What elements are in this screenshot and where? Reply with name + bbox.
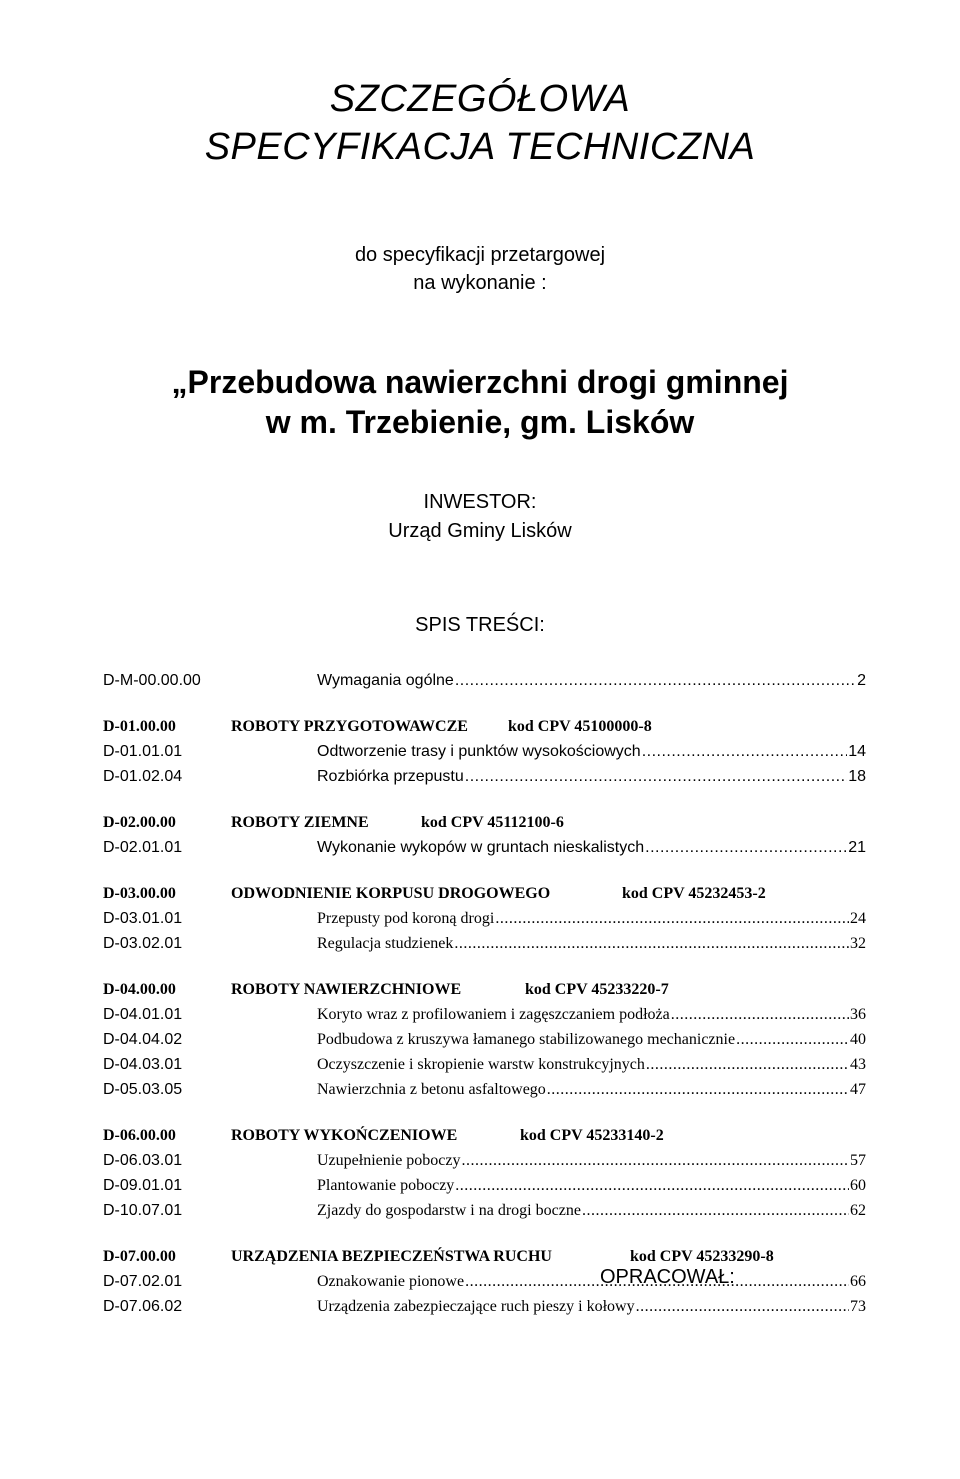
- toc-page: 14: [848, 743, 866, 760]
- toc-title: Oczyszczenie i skropienie warstw konstrukcyjnych: [317, 1056, 645, 1073]
- toc-leader: [646, 1052, 849, 1077]
- toc-title: Wymagania ogólne: [317, 672, 454, 689]
- toc-page: 24: [850, 910, 866, 927]
- toc-page: 18: [848, 768, 866, 785]
- toc-leader: [636, 1294, 849, 1319]
- toc-code: D-04.03.01: [103, 1056, 183, 1073]
- section-name: URZĄDZENIA BEZPIECZEŃSTWA RUCHU: [231, 1248, 552, 1265]
- toc-page: 47: [850, 1081, 866, 1098]
- toc-page: 43: [850, 1056, 866, 1073]
- toc-code: D-01.01.01: [103, 743, 183, 760]
- toc-entry: [103, 906, 866, 931]
- toc-code: D-07.06.02: [103, 1298, 183, 1315]
- toc-leader: [462, 1148, 850, 1173]
- toc-section-heading: [103, 977, 866, 1002]
- toc-entry: [103, 1148, 866, 1173]
- toc-title: Wykonanie wykopów w gruntach nieskalistych: [317, 839, 645, 856]
- toc-title: Oznakowanie pionowe: [317, 1273, 465, 1290]
- toc-heading: SPIS TREŚCI:: [415, 614, 545, 636]
- table-of-contents: [103, 668, 866, 1319]
- toc-code: D-02.01.01: [103, 839, 183, 856]
- toc-code: D-06.03.01: [103, 1152, 183, 1169]
- section-code: D-04.00.00: [103, 981, 176, 998]
- toc-leader: [736, 1027, 849, 1052]
- section-code: D-01.00.00: [103, 718, 176, 735]
- toc-page: 40: [850, 1031, 866, 1048]
- toc-title: Przepusty pod koroną drogi: [317, 910, 495, 927]
- section-cpv: kod CPV 45233290-8: [630, 1248, 774, 1265]
- toc-entry: [103, 1294, 866, 1319]
- toc-page: 66: [850, 1273, 866, 1290]
- section-name: ODWODNIENIE KORPUSU DROGOWEGO: [231, 885, 551, 902]
- toc-code: D-04.04.02: [103, 1031, 183, 1048]
- toc-section-heading: [103, 810, 866, 835]
- toc-title: Regulacja studzienek: [317, 935, 454, 952]
- toc-leader: [454, 931, 849, 956]
- toc-page: 62: [850, 1202, 866, 1219]
- section-cpv: kod CPV 45233140-2: [520, 1127, 664, 1144]
- investor-name: Urząd Gminy Lisków: [388, 520, 572, 542]
- project-title-line2: w m. Trzebienie, gm. Lisków: [265, 404, 695, 440]
- prepared-by-label: OPRACOWAŁ:: [600, 1266, 735, 1288]
- toc-entry: [103, 835, 866, 860]
- toc-code: D-M-00.00.00: [103, 672, 201, 689]
- toc-leader: [642, 739, 848, 764]
- section-cpv: kod CPV 45233220-7: [525, 981, 669, 998]
- toc-section-heading: [103, 1123, 866, 1148]
- toc-code: D-05.03.05: [103, 1081, 183, 1098]
- toc-title: Podbudowa z kruszywa łamanego stabilizowanego mechanicznie: [317, 1031, 736, 1048]
- toc-section-heading: [103, 881, 866, 906]
- section-code: D-02.00.00: [103, 814, 176, 831]
- section-cpv: kod CPV 45100000-8: [508, 718, 652, 735]
- toc-leader: [455, 668, 856, 693]
- toc-title: Plantowanie poboczy: [317, 1177, 455, 1194]
- toc-page: 36: [850, 1006, 866, 1023]
- section-cpv: kod CPV 45112100-6: [421, 814, 564, 831]
- toc-entry: [103, 1077, 866, 1102]
- section-name: ROBOTY ZIEMNE: [231, 814, 369, 831]
- toc-section-heading: [103, 714, 866, 739]
- toc-entry: [103, 739, 866, 764]
- subtitle-line1: do specyfikacji przetargowej: [354, 244, 606, 266]
- toc-leader: [582, 1198, 849, 1223]
- toc-title: Uzupełnienie poboczy: [317, 1152, 461, 1169]
- toc-title: Nawierzchnia z betonu asfaltowego: [317, 1081, 546, 1098]
- toc-title: Urządzenia zabezpieczające ruch pieszy i kołowy: [317, 1298, 635, 1315]
- toc-code: D-07.02.01: [103, 1273, 183, 1290]
- toc-leader: [465, 764, 847, 789]
- toc-page: 60: [850, 1177, 866, 1194]
- toc-code: D-04.01.01: [103, 1006, 183, 1023]
- toc-title: Zjazdy do gospodarstw i na drogi boczne: [317, 1202, 581, 1219]
- toc-title: Rozbiórka przepustu: [317, 768, 464, 785]
- section-code: D-07.00.00: [103, 1248, 176, 1265]
- toc-entry: [103, 1002, 866, 1027]
- toc-leader: [671, 1002, 849, 1027]
- toc-code: D-09.01.01: [103, 1177, 183, 1194]
- toc-page: 73: [850, 1298, 866, 1315]
- document-title-line1: SZCZEGÓŁOWA: [329, 78, 631, 120]
- toc-entry: [103, 764, 866, 789]
- toc-leader: [547, 1077, 849, 1102]
- toc-leader: [455, 1173, 849, 1198]
- section-code: D-06.00.00: [103, 1127, 176, 1144]
- toc-entry-general: [103, 668, 866, 693]
- toc-page: 2: [857, 672, 866, 689]
- toc-page: 21: [848, 839, 866, 856]
- section-cpv: kod CPV 45232453-2: [622, 885, 766, 902]
- toc-code: D-03.02.01: [103, 935, 183, 952]
- project-title-line1: „Przebudowa nawierzchni drogi gminnej: [171, 364, 789, 400]
- toc-entry: [103, 1173, 866, 1198]
- toc-page: 32: [850, 935, 866, 952]
- section-code: D-03.00.00: [103, 885, 176, 902]
- toc-leader: [495, 906, 849, 931]
- section-name: ROBOTY WYKOŃCZENIOWE: [231, 1127, 458, 1144]
- toc-code: D-10.07.01: [103, 1202, 183, 1219]
- investor-label: INWESTOR:: [423, 491, 537, 513]
- document-title-line2: SPECYFIKACJA TECHNICZNA: [204, 126, 756, 168]
- toc-code: D-01.02.04: [103, 768, 183, 785]
- toc-leader: [645, 835, 847, 860]
- toc-entry: [103, 931, 866, 956]
- subtitle-line2: na wykonanie :: [413, 272, 547, 294]
- toc-page: 57: [850, 1152, 866, 1169]
- toc-entry: [103, 1027, 866, 1052]
- toc-entry: [103, 1052, 866, 1077]
- toc-title: Koryto wraz z profilowaniem i zagęszczaniem podłoża: [317, 1006, 670, 1023]
- section-name: ROBOTY PRZYGOTOWAWCZE: [231, 718, 468, 735]
- toc-entry: [103, 1198, 866, 1223]
- section-name: ROBOTY NAWIERZCHNIOWE: [231, 981, 462, 998]
- toc-code: D-03.01.01: [103, 910, 183, 927]
- toc-title: Odtworzenie trasy i punktów wysokościowych: [317, 743, 641, 760]
